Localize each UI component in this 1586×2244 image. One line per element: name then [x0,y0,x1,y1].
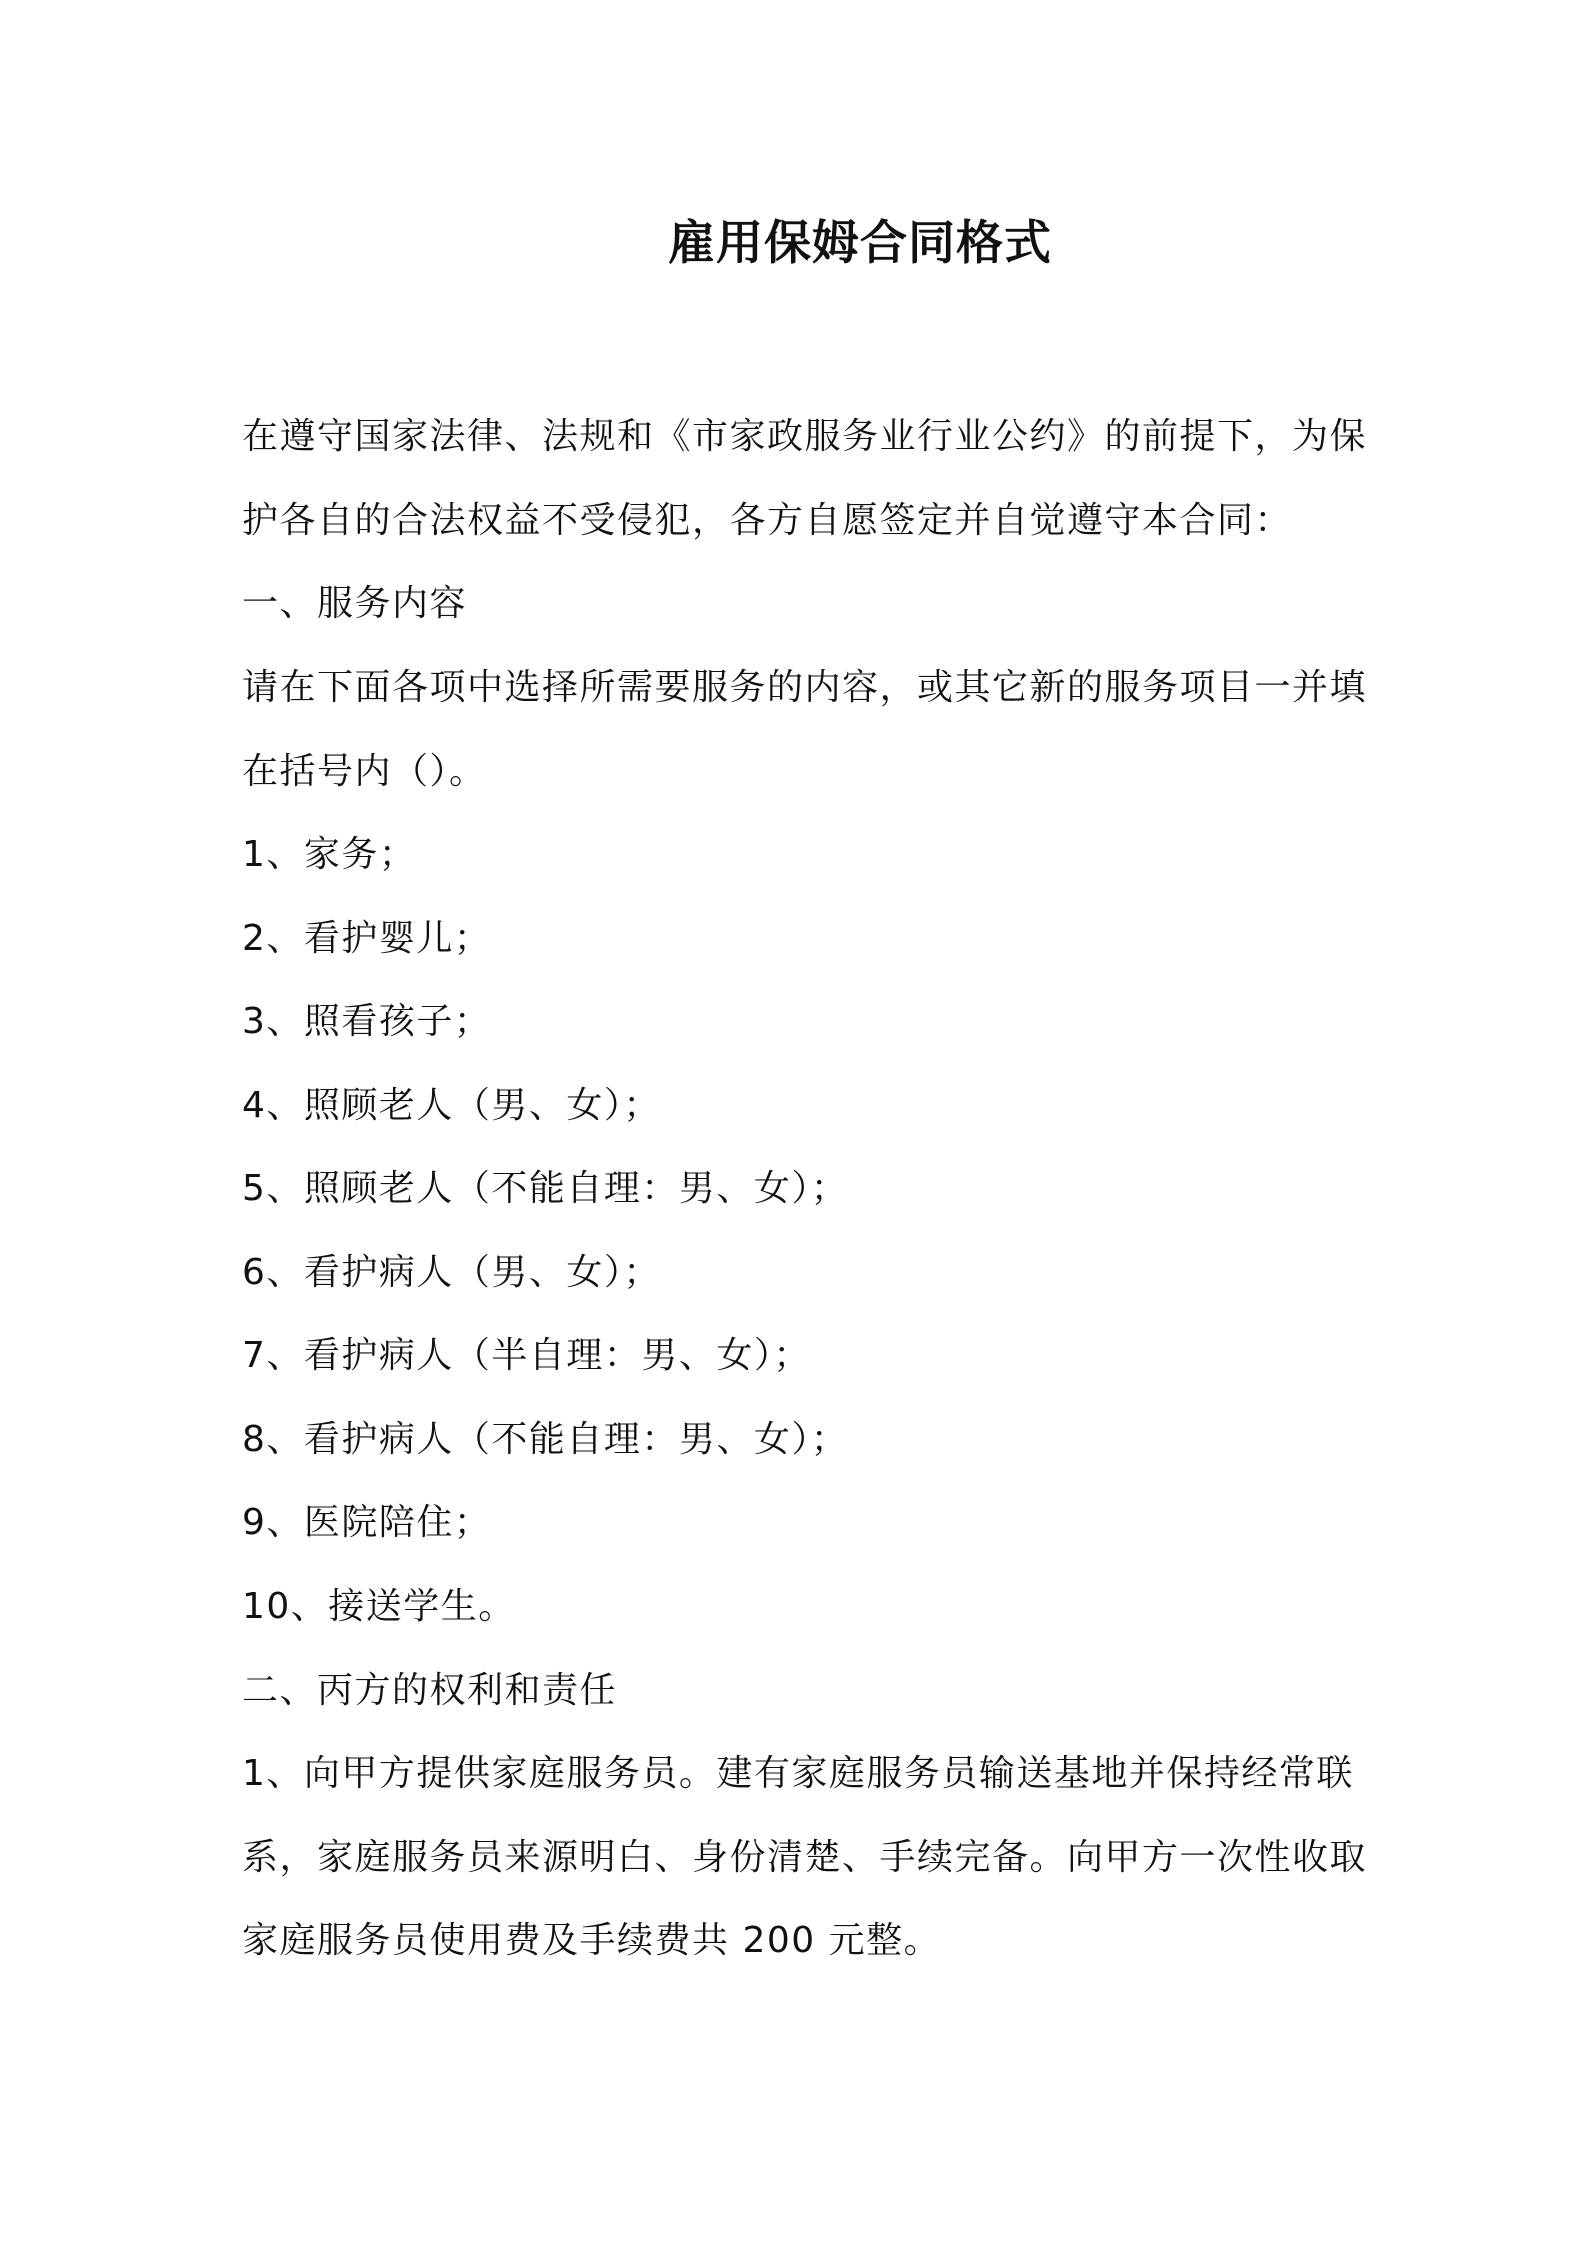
list-item-3: 3、照看孩子； [242,1001,492,1042]
document-title: 雇用保姆合同格式 [668,216,1052,271]
list-item-10: 10、接送学生。 [242,1586,516,1627]
list-item-9: 9、医院陪住； [242,1502,492,1543]
clause-1-line-3: 家庭服务员使用费及手续费共 200 元整。 [242,1920,942,1961]
list-item-8: 8、看护病人（不能自理：男、女）； [242,1419,849,1460]
paragraph-intro-line-2: 护各自的合法权益不受侵犯，各方自愿签定并自觉遵守本合同： [242,500,1293,541]
list-item-4: 4、照顾老人（男、女）； [242,1085,661,1126]
paragraph-instruction-line-2: 在括号内（）。 [242,751,487,792]
section-heading-party-c-rights: 二、丙方的权利和责任 [242,1670,618,1711]
list-item-7: 7、看护病人（半自理：男、女）； [242,1335,811,1376]
clause-1-line-1: 1、向甲方提供家庭服务员。建有家庭服务员输送基地并保持经常联 [242,1753,1354,1794]
paragraph-intro-line-1: 在遵守国家法律、法规和《市家政服务业行业公约》的前提下，为保 [242,416,1368,457]
paragraph-instruction-line-1: 请在下面各项中选择所需要服务的内容，或其它新的服务项目一并填 [242,667,1368,708]
clause-1-line-2: 系，家庭服务员来源明白、身份清楚、手续完备。向甲方一次性收取 [242,1837,1368,1878]
list-item-6: 6、看护病人（男、女）； [242,1252,661,1293]
list-item-1: 1、家务； [242,834,417,875]
section-heading-service-content: 一、服务内容 [242,583,468,624]
list-item-5: 5、照顾老人（不能自理：男、女）； [242,1168,849,1209]
list-item-2: 2、看护婴儿； [242,918,492,959]
